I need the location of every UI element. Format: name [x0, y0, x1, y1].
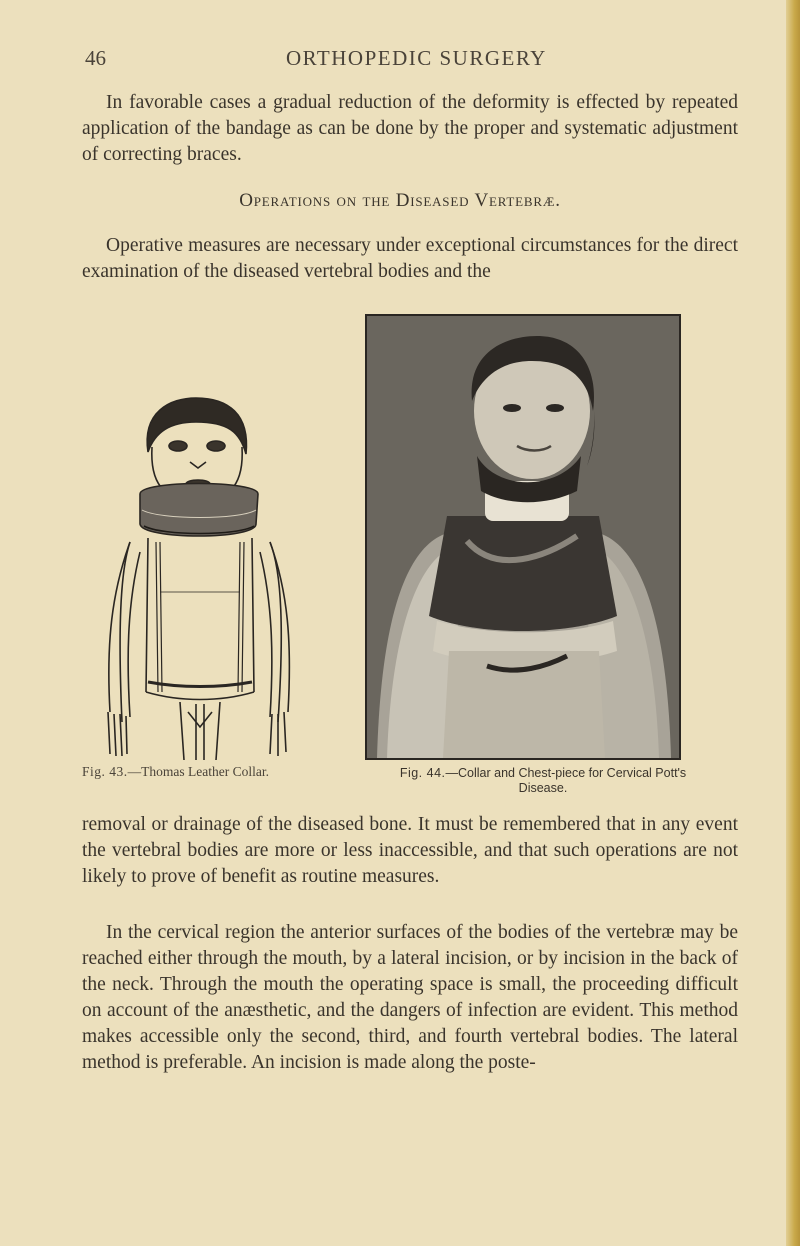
figure-43-label: Fig. 43.: [82, 764, 128, 779]
figure-43-illustration: [100, 392, 300, 762]
page-number: 46: [85, 46, 106, 70]
page-header: [0, 46, 800, 76]
figure-44-caption-text: —Collar and Chest-piece for Cervical Pott's Disease.: [445, 766, 687, 795]
removal-paragraph: removal or drainage of the diseased bone. It must be remembered that in any event the vertebral bodies are more or less inaccessible, and that such operations are not likely to prove of benefit as routine measures.: [82, 814, 738, 887]
intro-paragraph: In favorable cases a gradual reduction of the deformity is effected by repeated application of the bandage as can be done by the proper and systematic adjustment of correcting braces.: [82, 92, 738, 165]
operative-paragraph: Operative measures are necessary under exceptional circumstances for the direct examination of the diseased vertebral bodies and the: [82, 235, 738, 282]
figure-44-caption: [378, 766, 708, 796]
figure-44-photograph: [365, 314, 681, 760]
running-title: ORTHOPEDIC SURGERY: [286, 46, 547, 70]
figure-43-caption: [82, 764, 269, 780]
page-edge: [786, 0, 800, 1246]
figure-43-caption-text: —Thomas Leather Collar.: [127, 764, 269, 779]
figure-44-label: Fig. 44.: [399, 766, 446, 780]
section-heading: Operations on the Diseased Vertebræ.: [239, 190, 561, 211]
cervical-paragraph: In the cervical region the anterior surfaces of the bodies of the vertebræ may be reached either through the mouth, by a lateral incision, or by incision in the back of the neck. Through the mouth the operating space is small, the proceeding difficult on account of the anæsthetic, and the dangers of infection are evident. This method makes accessible only the second, third, and fourth vertebral bodies. The lateral method is preferable. An incision is made along the poste-: [82, 922, 738, 1073]
